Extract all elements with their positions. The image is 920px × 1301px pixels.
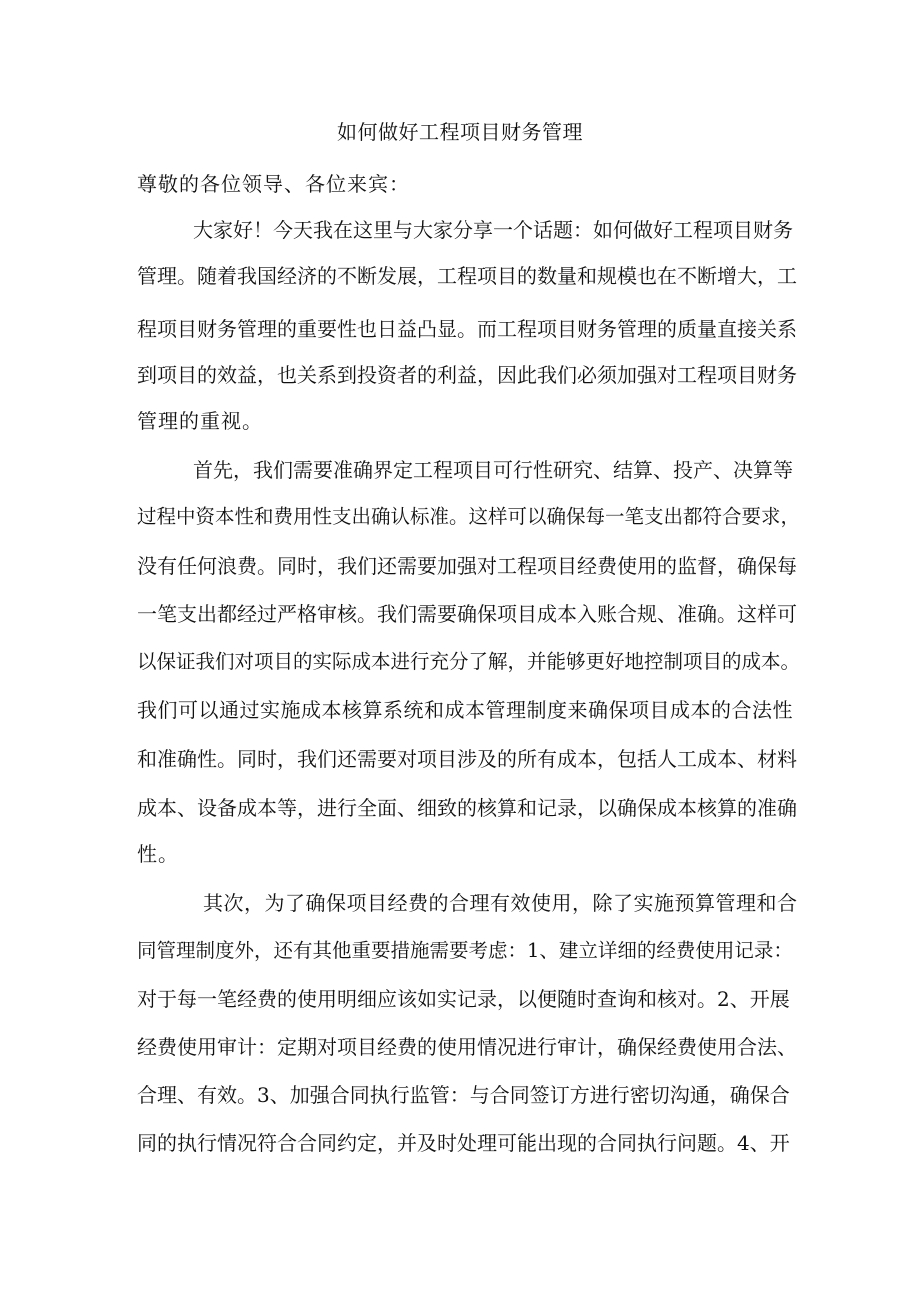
paragraph-2-line-4: 一笔支出都经过严格审核。我们需要确保项目成本入账合规、准确。这样可: [137, 602, 797, 626]
paragraph-2-line-7: 和准确性。同时，我们还需要对项目涉及的所有成本，包括人工成本、材料: [137, 747, 797, 771]
document-title: 如何做好工程项目财务管理: [337, 120, 583, 144]
paragraph-1-line-2: 管理。随着我国经济的不断发展，工程项目的数量和规模也在不断增大，工: [137, 264, 797, 288]
paragraph-3-line-2: 同管理制度外，还有其他重要措施需要考虑：1、建立详细的经费使用记录：: [137, 939, 793, 962]
paragraph-1-line-4: 到项目的效益，也关系到投资者的利益，因此我们必须加强对工程项目财务: [137, 363, 797, 387]
paragraph-2-line-6: 我们可以通过实施成本核算系统和成本管理制度来确保项目成本的合法性: [137, 698, 793, 722]
paragraph-3-line-4: 经费使用审计：定期对项目经费的使用情况进行审计，确保经费使用合法、: [137, 1035, 797, 1059]
paragraph-3-line-6: 同的执行情况符合合同约定，并及时处理可能出现的合同执行问题。4、开: [137, 1131, 790, 1155]
paragraph-1-line-5: 管理的重视。: [137, 409, 263, 433]
paragraph-3-line-3: 对于每一笔经费的使用明细应该如实记录，以便随时查询和核对。2、开展: [137, 987, 790, 1011]
paragraph-2-line-2: 过程中资本性和费用性支出确认标准。这样可以确保每一笔支出都符合要求，: [137, 505, 801, 528]
salutation: 尊敬的各位领导、各位来宾：: [137, 172, 410, 196]
paragraph-2-line-8: 成本、设备成本等，进行全面、细致的核算和记录，以确保成本核算的准确: [137, 796, 797, 820]
paragraph-2-line-5: 以保证我们对项目的实际成本进行充分了解，并能够更好地控制项目的成本。: [137, 650, 801, 673]
paragraph-1-line-3: 程项目财务管理的重要性也日益凸显。而工程项目财务管理的质量直接关系: [137, 317, 797, 341]
paragraph-3-line-5: 合理、有效。3、加强合同执行监管：与合同签订方进行密切沟通，确保合: [137, 1083, 790, 1107]
paragraph-1-line-1: 大家好！今天我在这里与大家分享一个话题：如何做好工程项目财务: [193, 218, 793, 242]
paragraph-2-line-3: 没有任何浪费。同时，我们还需要加强对工程项目经费使用的监督，确保每: [137, 554, 797, 578]
paragraph-3-line-1: 其次，为了确保项目经费的合理有效使用，除了实施预算管理和合: [203, 891, 798, 915]
paragraph-2-line-9: 性。: [137, 842, 179, 866]
paragraph-2-line-1: 首先，我们需要准确界定工程项目可行性研究、结算、投产、决算等: [193, 458, 793, 482]
